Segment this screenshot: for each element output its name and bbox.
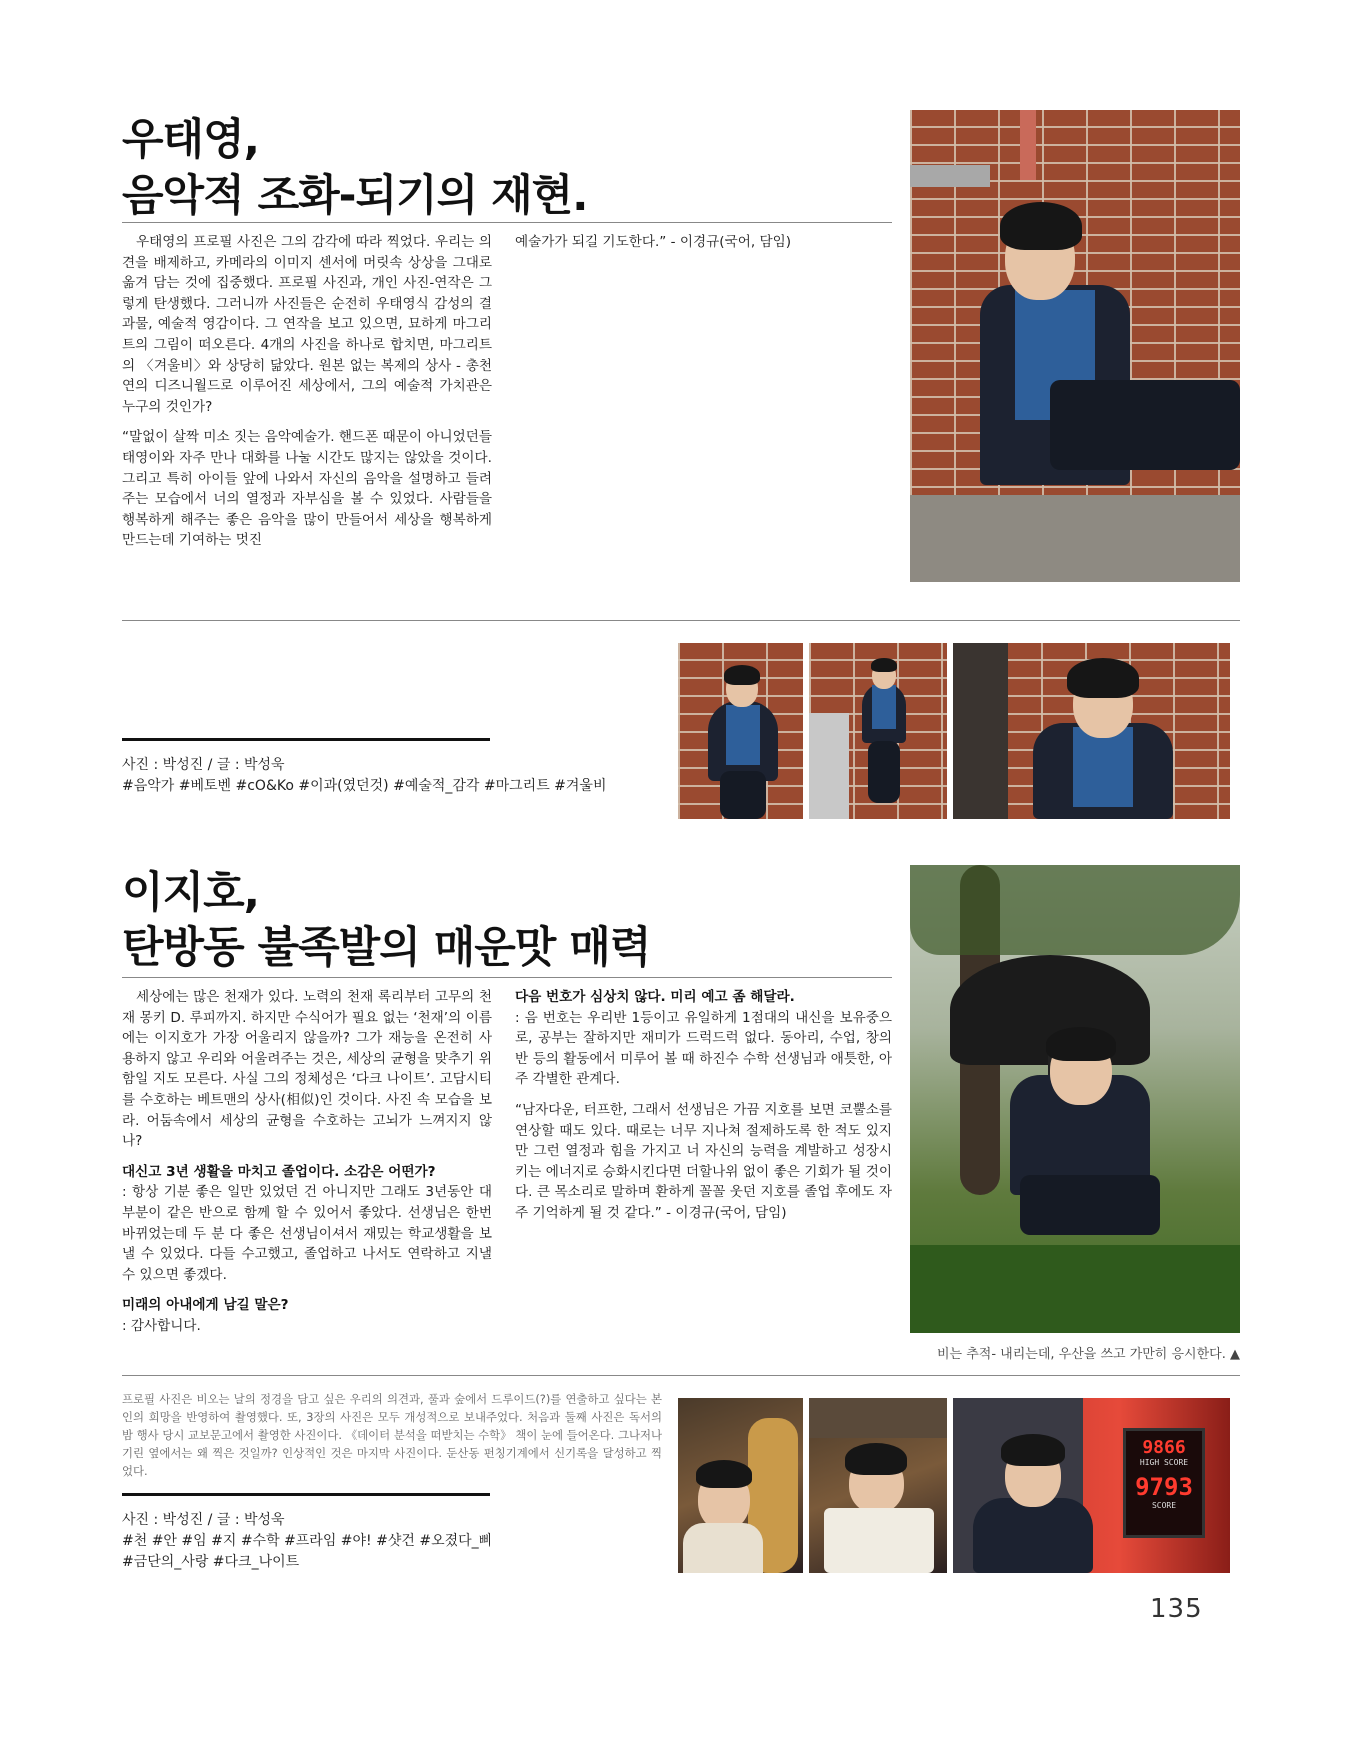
question-2: 미래의 아내에게 남길 말은? xyxy=(122,1297,289,1314)
article1-title-line1: 우태영, xyxy=(122,115,259,165)
article2-photo-arcade xyxy=(953,1398,1230,1573)
article1-paragraph-2: “말없이 살짝 미소 짓는 음악예술가. 핸드폰 때문이 아니었던들 태영이와 자주 만나 대화를 나눌 시간도 많지는 않았을 것이다. 그리고 특히 아이들 앞에 나와서 자신의 음악을 설명하고 들려주는 모습에서 너의 열정과 자부심을 볼 수 있었다. 사람들을 행복하게 해주는 좋은 음악을 많이 만들어서 세상을 행복하게 만드는데 기여하는 멋진 xyxy=(122,429,492,549)
arcade-score-display xyxy=(1123,1428,1205,1538)
article2-qa-1 xyxy=(122,1162,492,1286)
article1-column-left xyxy=(122,232,492,561)
article1-photo-2 xyxy=(678,643,803,819)
student-figure xyxy=(960,190,1240,530)
article1-photo-3 xyxy=(809,643,947,819)
article1-paragraph-3: 예술가가 되길 기도한다.” - 이경규(국어, 담임) xyxy=(515,234,792,250)
section-divider xyxy=(122,620,1240,621)
article1-credit-rule xyxy=(122,738,490,741)
article2-qa-3 xyxy=(515,987,892,1090)
article2-credit: 사진 : 박성진 / 글 : 박성욱 xyxy=(122,1512,285,1528)
article1-title-rule xyxy=(122,222,892,223)
answer-1: : 항상 기분 좋은 일만 있었던 건 아니지만 그래도 3년동안 대부분이 같은 반으로 함께 할 수 있어서 좋았다. 선생님은 한번 바뀌었는데 두 분 다 좋은 선생님이셔서 재밌는 학교생활을 보낼 수 있었다. 다들 수고했고, 졸업하고 나서도 연락하고 지낼 수 있으면 좋겠다. xyxy=(122,1184,492,1283)
article2-photo-note: 프로필 사진은 비오는 날의 정경을 담고 싶은 우리의 의견과, 풀과 숲에서 드루이드(?)를 연출하고 싶다는 본인의 희망을 반영하여 촬영했다. 또, 3장의 사진은 모두 개성적으로 보내주었다. 처음과 둘째 사진은 독서의 밤 행사 당시 교보문고에서 촬영한 사진이다. 《데이터 분석을 떠받치는 수학》 책이 눈에 들어온다. 그나저나 기린 옆에서는 왜 찍은 것일까? 인상적인 것은 마지막 사진이다. 둔산동 펀칭기계에서 신기록을 달성하고 찍었다. xyxy=(122,1392,662,1478)
article1-column-right xyxy=(515,232,892,263)
pipe xyxy=(910,165,990,187)
score-label: SCORE xyxy=(1151,1501,1177,1510)
article1-paragraph-1: 우태영의 프로필 사진은 그의 감각에 따라 찍었다. 우리는 의견을 배제하고, 카메라의 이미지 센서에 머릿속 상상을 그대로 옮겨 담는 것에 집중했다. 프로필 사진과, 개인 사진-연작은 그렇게 탄생했다. 그러니까 사진들은 순전히 우태영식 감성의 결과물, 예술적 영감이다. 그 연작을 보고 있으면, 묘하게 마그리트의 그림이 떠오른다. 4개의 사진을 하나로 합치면, 마그리트의 〈겨울비〉와 상당히 닮았다. 원본 없는 복제의 상사 - 총천연의 디즈니월드로 이루어진 세상에서, 그의 예술적 가치관은 누구의 것인가? xyxy=(122,234,492,415)
question-3: 다음 번호가 심상치 않다. 미리 예고 좀 해달라. xyxy=(515,989,795,1005)
article1-credit: 사진 : 박성진 / 글 : 박성욱 xyxy=(122,757,285,773)
high-score-value: 9866 xyxy=(1142,1437,1186,1458)
article2-column-right xyxy=(515,987,892,1234)
article2-qa-2 xyxy=(122,1295,492,1336)
article1-hashtags: #음악가 #베토벤 #cO&Ko #이과(였던것) #예술적_감각 #마그리트 #겨울비 xyxy=(122,778,607,794)
question-1: 대신고 3년 생활을 마치고 졸업이다. 소감은 어떤가? xyxy=(122,1163,436,1180)
score-value: 9793 xyxy=(1135,1473,1193,1501)
answer-3: : 음 번호는 우리반 1등이고 유일하게 1점대의 내신을 보유중으로, 공부는 잘하지만 재미가 드럭드럭 없다. 동아리, 수업, 창의반 등의 활동에서 미루어 볼 때 하진수 수학 선생님과 애틋한, 아주 각별한 관계다. xyxy=(515,1009,892,1088)
article2-hashtags-line2: #금단의_사랑 #다크_나이트 xyxy=(122,1554,300,1570)
article1-main-photo xyxy=(910,110,1240,582)
article1-title-line2: 음악적 조화-되기의 재현. xyxy=(122,171,588,221)
article1-photo-4 xyxy=(953,643,1230,819)
article2-photo-bookstore xyxy=(809,1398,947,1573)
section-divider-2 xyxy=(122,1375,1240,1376)
article2-main-photo xyxy=(910,865,1240,1333)
article2-intro: 세상에는 많은 천재가 있다. 노력의 천재 록리부터 고무의 천재 몽키 D. 루피까지. 하지만 수식어가 필요 없는 ‘천재’의 이름에는 이지호가 가장 어울리지 않을까? 그가 재능을 온전히 사용하지 않고 우리와 어울려주는 것은, 세상의 균형을 맞추기 위함일 지도 모른다. 사실 그의 정체성은 ‘다크 나이트’. 고담시티를 수호하는 베트맨의 상사(相似)인 것이다. 사진 속 모습을 보라. 어둠속에서 세상의 균형을 수호하는 고뇌가 느껴지지 않나? xyxy=(122,989,492,1150)
article2-column-left xyxy=(122,987,492,1347)
answer-2: : 감사합니다. xyxy=(122,1317,201,1334)
high-score-label: HIGH SCORE xyxy=(1139,1458,1189,1467)
article2-title-line1: 이지호, xyxy=(122,868,259,918)
article2-teacher-quote: “남자다운, 터프한, 그래서 선생님은 가끔 지호를 보면 코뿔소를 연상할 때도 있다. 때로는 너무 지나쳐 절제하도록 한 적도 있지만 그런 열정과 힘을 가지고 너 자신의 능력을 계발하고 성장시키는 에너지로 승화시킨다면 더할나위 없이 좋은 기회가 될 것이다. 큰 목소리로 말하며 환하게 꼴꼴 웃던 지호를 졸업 후에도 자주 기억하게 될 것 같다.” - 이경규(국어, 담임) xyxy=(515,1101,892,1221)
article2-title-line2: 탄방동 불족발의 매운맛 매력 xyxy=(122,923,651,973)
article2-photo-giraffe xyxy=(678,1398,803,1573)
article2-photo-caption: 비는 추적- 내리는데, 우산을 쓰고 가만히 응시한다. ▲ xyxy=(936,1347,1240,1362)
page-number: 135 xyxy=(1150,1594,1203,1624)
article2-hashtags-line1: #천 #안 #임 #지 #수학 #프라임 #야! #샷건 #오졌다_삐 xyxy=(122,1533,493,1549)
pipe xyxy=(1020,110,1036,180)
article2-credit-rule xyxy=(122,1493,490,1496)
article2-title-rule xyxy=(122,977,892,978)
